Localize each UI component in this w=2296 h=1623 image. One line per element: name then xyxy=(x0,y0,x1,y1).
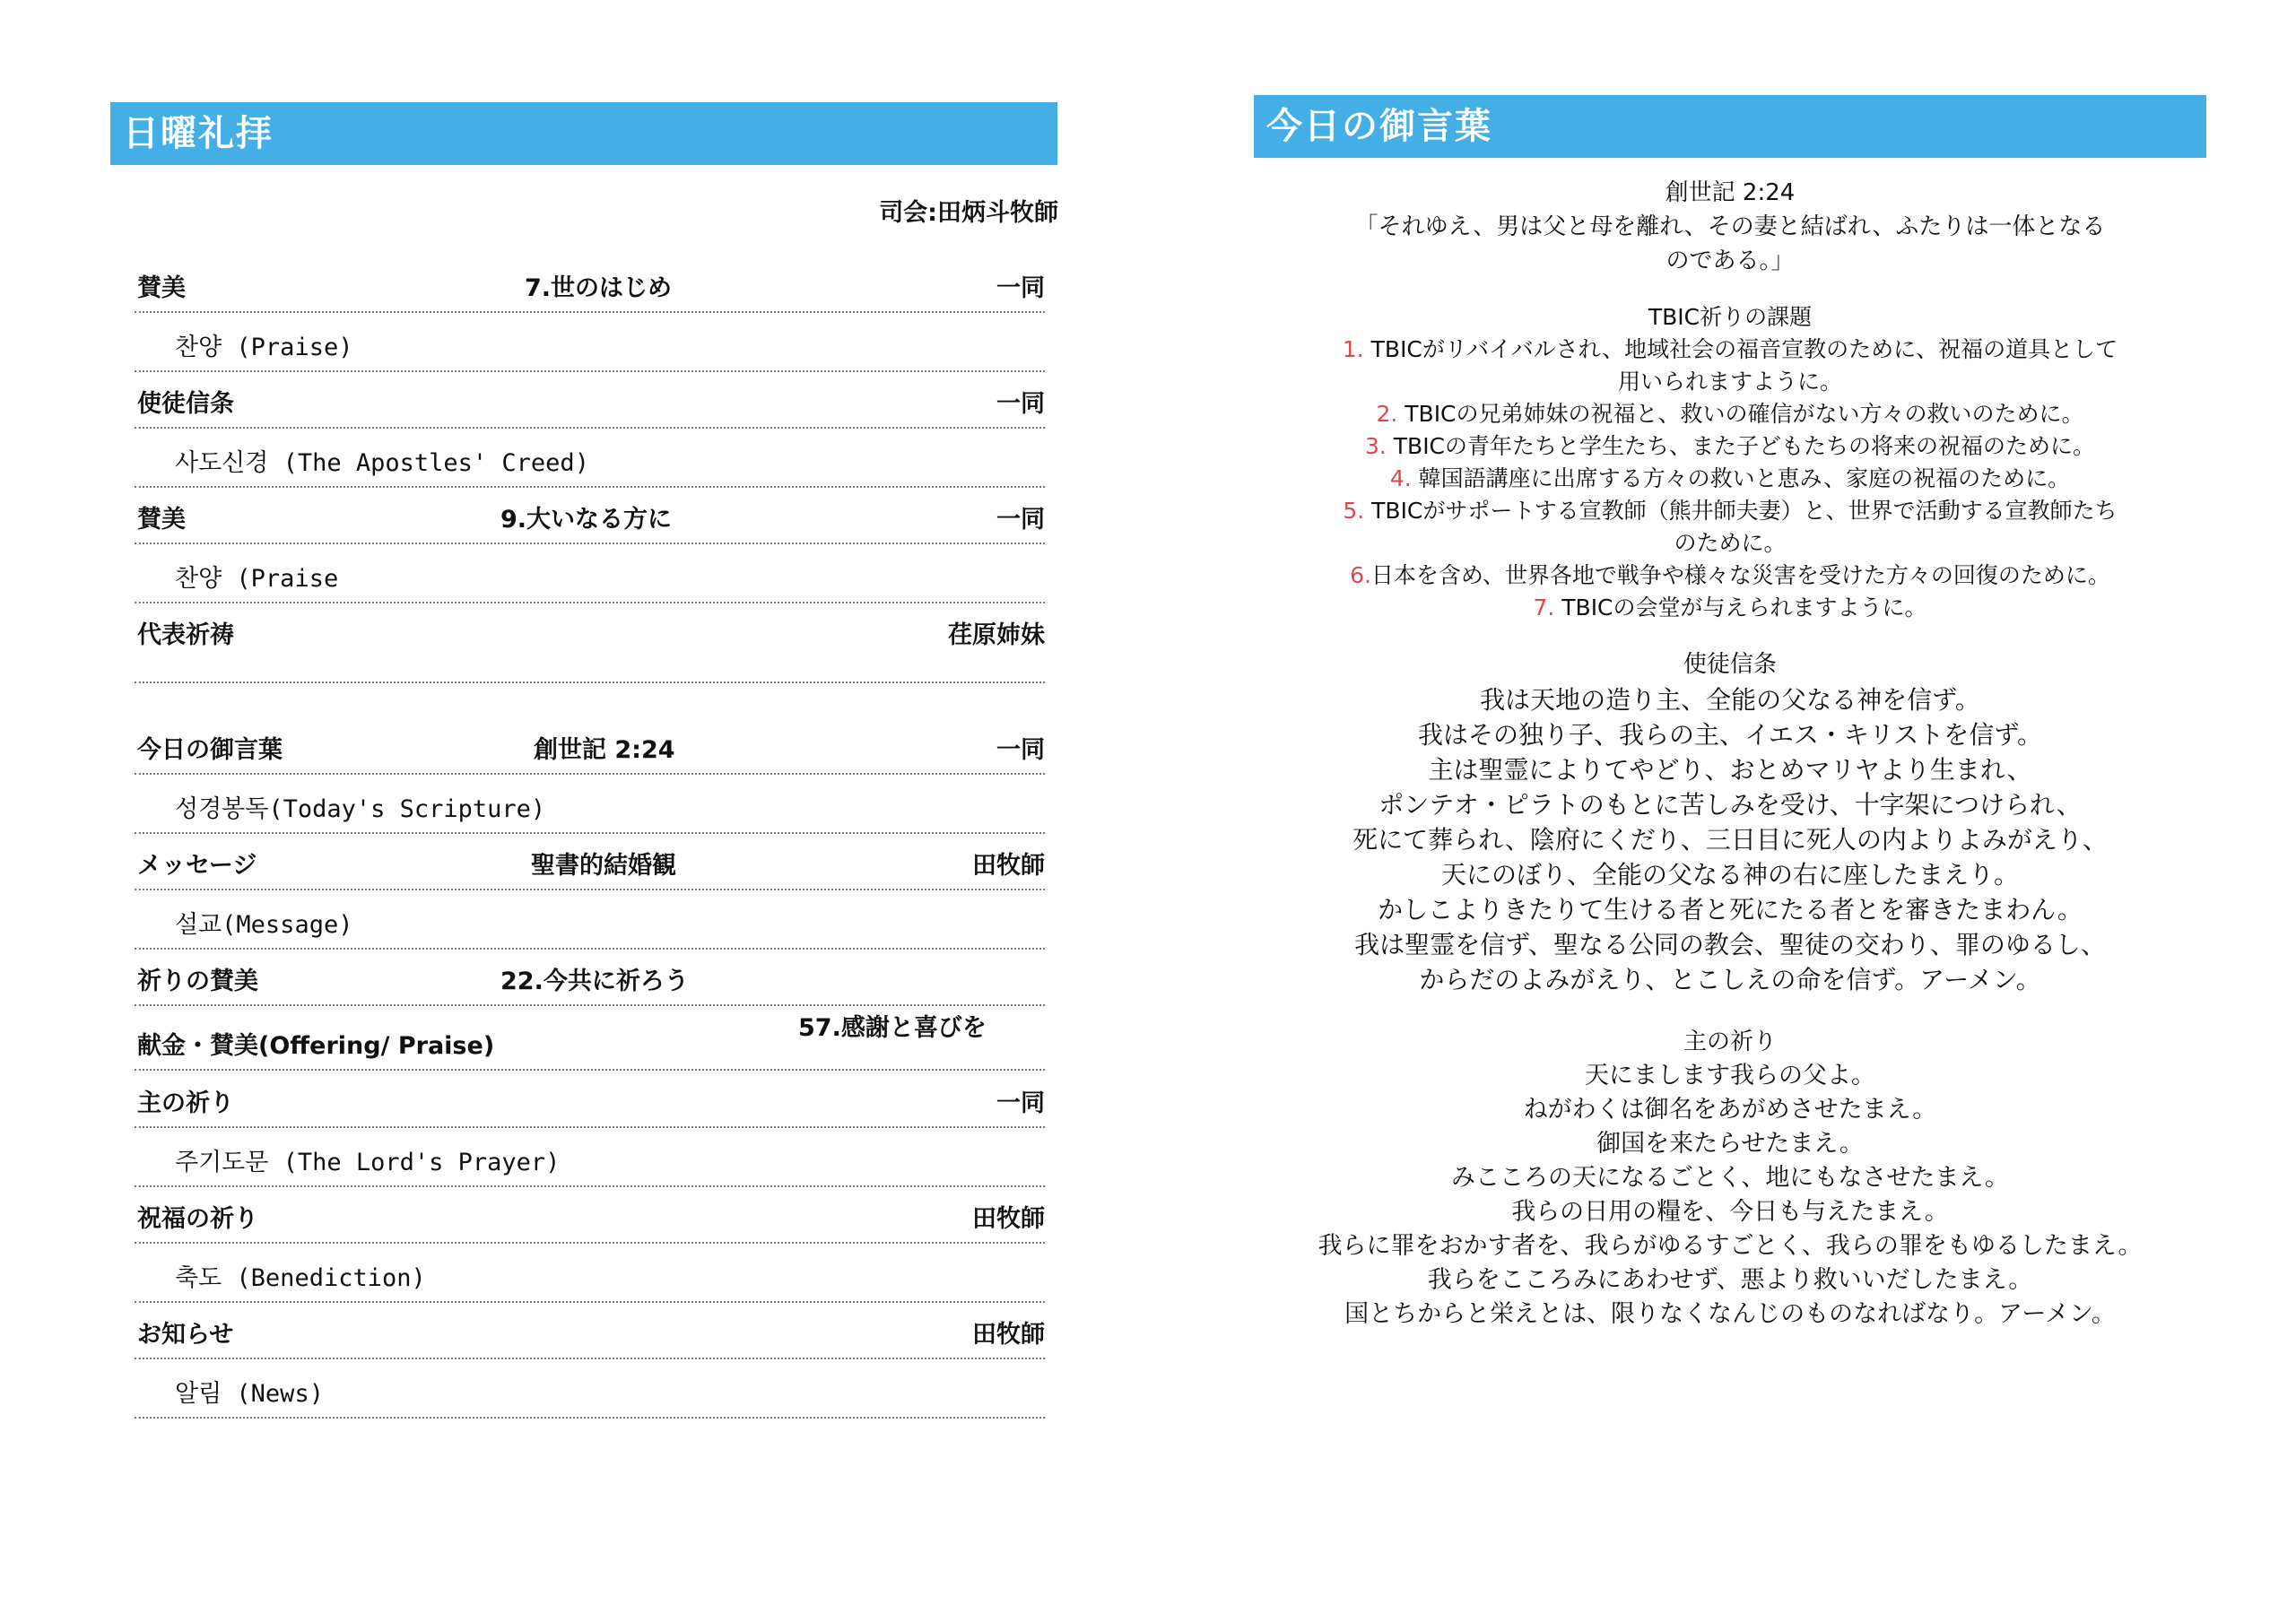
service-item-name: 代表祈祷 xyxy=(137,621,234,649)
creed-line: からだのよみがえり、とこしえの命を信ず。アーメン。 xyxy=(1419,965,2041,994)
lords-prayer-line: 国とちからと栄えとは、限りなくなんじのものなればなり。アーメン。 xyxy=(1344,1300,2116,1328)
prayer-topic-text: TBICがサポートする宣教師（熊井師夫妻）と、世界で活動する宣教師たち xyxy=(1371,498,2118,524)
service-item-leader: 一同 xyxy=(996,736,1045,764)
service-item-translation: 축도 (Benediction) xyxy=(175,1264,426,1292)
service-row-lords-prayer xyxy=(135,1071,1045,1128)
service-row-praise-2 xyxy=(135,487,1045,544)
prayer-topics-block xyxy=(1254,301,2206,624)
service-item-title: 22.今共に祈ろう xyxy=(500,968,689,995)
service-item-translation: 찬양 (Praise xyxy=(175,565,339,593)
creed-line: 我はその独り子、我らの主、イエス・キリストを信ず。 xyxy=(1417,720,2043,750)
prayer-topic-5 xyxy=(1254,495,2206,527)
service-item-name: 献金・賛美(Offering/ Praise) xyxy=(137,1032,495,1060)
prayer-topic-number: 3. xyxy=(1364,433,1387,459)
prayer-topic-number: 7. xyxy=(1533,595,1555,621)
todays-word-page xyxy=(1148,0,2296,1623)
service-item-translation: 사도신경 (The Apostles' Creed) xyxy=(175,449,589,477)
service-item-leader: 田牧師 xyxy=(972,852,1045,880)
service-row-offering xyxy=(135,1006,1045,1071)
lords-prayer-line: みこころの天になるごとく、地にもなさせたまえ。 xyxy=(1450,1164,2010,1192)
lords-prayer-line: 我らをこころみにあわせず、悪より救いいだしたまえ。 xyxy=(1427,1266,2033,1294)
service-item-leader: 荏原姉妹 xyxy=(948,621,1045,649)
creed-line: かしこよりきたりて生ける者と死にたる者とを審きたまわん。 xyxy=(1378,895,2083,924)
service-item-translation: 찬양 (Praise) xyxy=(175,334,353,361)
service-subrow-lords-prayer xyxy=(135,1128,1045,1187)
service-row-scripture xyxy=(135,717,1045,775)
scripture-reference: 創世記 2:24 xyxy=(1665,179,1796,206)
service-item-translation: 주기도문 (The Lord's Prayer) xyxy=(175,1149,561,1176)
prayer-topics-title: TBIC祈りの課題 xyxy=(1648,304,1813,330)
creed-line: 死にて葬られ、陰府にくだり、三日目に死人の内よりよみがえり、 xyxy=(1352,825,2108,855)
prayer-topic-text: 韓国語講座に出席する方々の救いと恵み、家庭の祝福のために。 xyxy=(1418,465,2071,491)
service-item-leader: 一同 xyxy=(996,1089,1045,1117)
prayer-topic-text: TBICの会堂が与えられますように。 xyxy=(1561,595,1927,621)
presider-label: 司会:田炳斗牧師 xyxy=(879,199,1058,227)
service-subrow-message xyxy=(135,890,1045,950)
service-item-title: 9.大いなる方に xyxy=(500,506,673,534)
service-item-name: 使徒信条 xyxy=(137,390,234,418)
lords-prayer-block xyxy=(1254,1025,2206,1332)
prayer-topic-1 xyxy=(1254,334,2206,366)
prayer-topic-number: 2. xyxy=(1376,401,1398,427)
service-item-name: 祝福の祈り xyxy=(137,1205,258,1233)
lords-prayer-title: 主の祈り xyxy=(1683,1028,1777,1055)
service-item-name: 今日の御言葉 xyxy=(137,736,283,764)
service-item-name: 主の祈り xyxy=(137,1089,234,1117)
service-item-leader: 一同 xyxy=(996,274,1045,302)
prayer-topic-text: 日本を含め、世界各地で戦争や様々な災害を受けた方々の回復のために。 xyxy=(1370,562,2110,588)
service-item-leader: 田牧師 xyxy=(972,1321,1045,1349)
service-item-title: 聖書的結婚観 xyxy=(531,852,676,880)
service-row-benediction xyxy=(135,1186,1045,1244)
service-item-leader: 一同 xyxy=(996,390,1045,418)
creed-line: 我は聖霊を信ず、聖なる公同の教会、聖徒の交わり、罪のゆるし、 xyxy=(1354,930,2106,959)
service-row-creed xyxy=(135,371,1045,429)
scripture-text-line: のである。」 xyxy=(1665,247,1795,274)
service-item-translation: 설교(Message) xyxy=(175,911,353,939)
todays-word-header: 今日の御言葉 xyxy=(1254,95,2206,158)
prayer-topic-text: TBICがリバイバルされ、地域社会の福音宣教のために、祝福の道具として xyxy=(1370,336,2118,362)
service-subrow-benediction xyxy=(135,1244,1045,1303)
service-subrow-praise-1 xyxy=(135,313,1045,372)
service-subrow-creed xyxy=(135,429,1045,488)
service-section-header: 日曜礼拝 xyxy=(110,102,1057,165)
creed-title: 使徒信条 xyxy=(1683,651,1777,678)
creed-line: 天にのぼり、全能の父なる神の右に座したまえり。 xyxy=(1440,860,2019,890)
apostles-creed-block xyxy=(1254,647,2206,997)
service-item-title: 創世記 2:24 xyxy=(534,736,675,764)
creed-line: 我は天地の造り主、全能の父なる神を信ず。 xyxy=(1480,685,1980,715)
scripture-text-line: 「それゆえ、男は父と母を離れ、その妻と結ばれ、ふたりは一体となる xyxy=(1354,213,2106,240)
prayer-topic-number: 6. xyxy=(1350,562,1371,588)
service-item-name: お知らせ xyxy=(137,1321,234,1349)
service-item-name: 賛美 xyxy=(137,506,186,534)
service-item-translation: 알림 (News) xyxy=(175,1380,324,1408)
prayer-topic-number: 4. xyxy=(1389,465,1412,491)
service-row-news xyxy=(135,1302,1045,1359)
prayer-topic-text: TBICの兄弟姉妹の祝福と、救いの確信がない方々の救いのために。 xyxy=(1405,401,2084,427)
prayer-topic-5-cont: のために。 xyxy=(1674,530,1787,556)
lords-prayer-line: ねがわくは御名をあがめさせたまえ。 xyxy=(1523,1096,1937,1124)
service-item-title: 7.世のはじめ xyxy=(525,274,673,302)
prayer-topic-6 xyxy=(1254,560,2206,592)
service-item-title: 57.感謝と喜びを xyxy=(798,1014,987,1042)
prayer-topic-7 xyxy=(1254,592,2206,624)
scripture-block xyxy=(1254,176,2206,278)
creed-line: 主は聖霊によりてやどり、おとめマリヤより生まれ、 xyxy=(1428,755,2032,785)
service-subrow-news xyxy=(135,1359,1045,1419)
service-item-leader: 一同 xyxy=(996,506,1045,534)
prayer-topic-2 xyxy=(1254,398,2206,430)
service-item-name: メッセージ xyxy=(137,852,257,880)
lords-prayer-line: 我らに罪をおかす者を、我らがゆるすごとく、我らの罪をもゆるしたまえ。 xyxy=(1318,1232,2143,1260)
lords-prayer-line: 御国を来たらせたまえ。 xyxy=(1596,1130,1864,1158)
prayer-topic-1-cont: 用いられますように。 xyxy=(1617,369,1842,395)
service-row-prayer-hymn xyxy=(135,949,1045,1006)
lords-prayer-line: 天にまします我らの父よ。 xyxy=(1585,1062,1875,1089)
service-item-translation: 성경봉독(Today's Scripture) xyxy=(175,795,546,823)
service-item-name: 賛美 xyxy=(137,274,186,302)
service-item-name: 祈りの賛美 xyxy=(137,968,258,995)
service-subrow-praise-2 xyxy=(135,544,1045,603)
service-subrow-scripture xyxy=(135,775,1045,834)
prayer-topic-text: TBICの青年たちと学生たち、また子どもたちの将来の祝福のために。 xyxy=(1393,433,2096,459)
service-row-message xyxy=(135,833,1045,890)
prayer-topic-3 xyxy=(1254,430,2206,463)
lords-prayer-line: 我らの日用の糧を、今日も与えたまえ。 xyxy=(1511,1198,1949,1226)
creed-line: ポンテオ・ピラトのもとに苦しみを受け、十字架につけられ、 xyxy=(1378,790,2082,820)
prayer-topic-number: 1. xyxy=(1342,336,1364,362)
service-item-leader: 田牧師 xyxy=(972,1205,1045,1233)
service-row-praise-1 xyxy=(135,256,1045,313)
prayer-topic-4 xyxy=(1254,463,2206,495)
prayer-topic-number: 5. xyxy=(1343,498,1365,524)
service-row-prayer xyxy=(135,603,1045,683)
